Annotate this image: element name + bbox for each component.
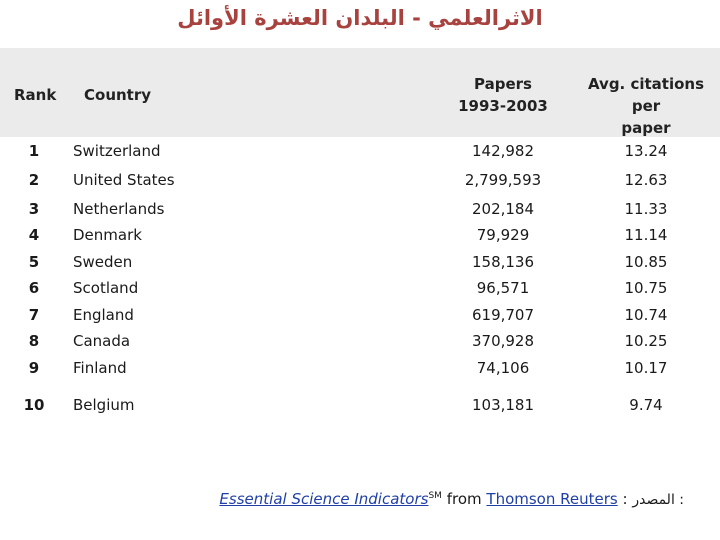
row-8-cites: 10.25: [624, 332, 668, 350]
row-4-papers: 79,929: [476, 226, 530, 244]
row-5-cites: 10.85: [624, 253, 668, 271]
row-1-rank: 1: [28, 142, 40, 160]
header-country: Country: [84, 86, 152, 104]
row-6-country: Scotland: [73, 279, 139, 297]
row-10-papers: 103,181: [471, 396, 535, 414]
row-7-rank: 7: [28, 306, 40, 324]
row-2-papers: 2,799,593: [464, 171, 542, 189]
row-2-country: United States: [73, 171, 175, 189]
row-10-country: Belgium: [73, 396, 135, 414]
source-label: المصدر :: [632, 492, 684, 508]
row-10-cites: 9.74: [629, 396, 663, 414]
row-6-rank: 6: [28, 279, 40, 297]
row-5-papers: 158,136: [471, 253, 535, 271]
header-citations-line2: paper: [621, 119, 671, 137]
row-9-cites: 10.17: [624, 359, 668, 377]
esi-link[interactable]: Essential Science Indicators: [219, 490, 429, 508]
header-papers-line2: 1993-2003: [458, 97, 548, 115]
header-papers-line1: Papers: [474, 75, 532, 93]
row-8-rank: 8: [28, 332, 40, 350]
row-1-cites: 13.24: [624, 142, 668, 160]
row-4-country: Denmark: [73, 226, 142, 244]
row-7-papers: 619,707: [471, 306, 535, 324]
source-from: from: [441, 490, 487, 508]
service-mark: SM: [428, 491, 442, 501]
row-2-cites: 12.63: [624, 171, 668, 189]
row-8-country: Canada: [73, 332, 131, 350]
row-9-country: Finland: [73, 359, 127, 377]
source-line: [219, 490, 684, 508]
source-colon: :: [617, 490, 628, 508]
header-rank: Rank: [14, 86, 57, 104]
header-citations-line1: Avg. citations per: [587, 75, 705, 115]
row-5-country: Sweden: [73, 253, 133, 271]
row-10-rank: 10: [23, 396, 45, 414]
row-3-cites: 11.33: [624, 200, 668, 218]
header-citations: [577, 73, 715, 139]
row-7-cites: 10.74: [624, 306, 668, 324]
row-4-cites: 11.14: [624, 226, 668, 244]
row-9-rank: 9: [28, 359, 40, 377]
row-8-papers: 370,928: [471, 332, 535, 350]
row-2-rank: 2: [28, 171, 40, 189]
row-1-papers: 142,982: [471, 142, 535, 160]
page-title: الاثرالعلمي - البلدان العشرة الأوائل: [177, 6, 543, 30]
row-9-papers: 74,106: [476, 359, 530, 377]
row-3-country: Netherlands: [73, 200, 165, 218]
row-5-rank: 5: [28, 253, 40, 271]
row-6-papers: 96,571: [476, 279, 530, 297]
header-papers: [440, 73, 566, 117]
row-7-country: England: [73, 306, 134, 324]
row-1-country: Switzerland: [73, 142, 161, 160]
row-4-rank: 4: [28, 226, 40, 244]
row-3-rank: 3: [28, 200, 40, 218]
thomson-reuters-link[interactable]: Thomson Reuters: [486, 490, 618, 508]
row-3-papers: 202,184: [471, 200, 535, 218]
row-6-cites: 10.75: [624, 279, 668, 297]
